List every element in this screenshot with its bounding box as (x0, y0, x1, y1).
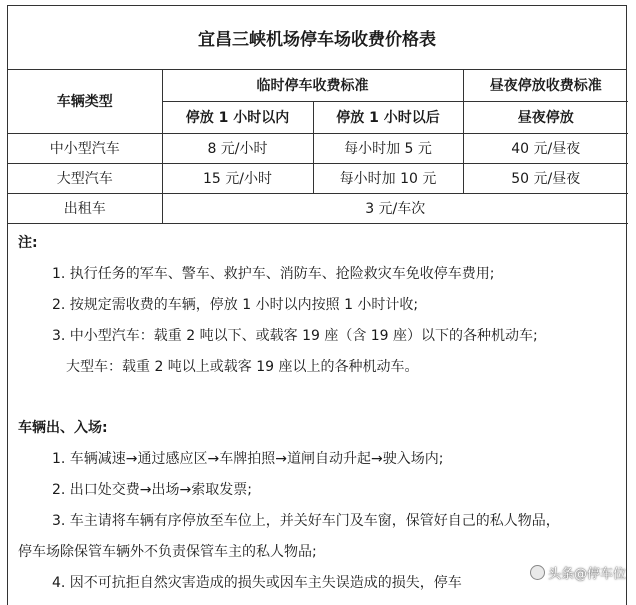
entry-item: 4. 因不可抗拒自然灾害造成的损失或因车主失误造成的损失，停车 (52, 575, 462, 591)
sub-header-day-night: 昼夜停放 (463, 101, 628, 133)
vehicle-type-cell: 大型汽车 (8, 163, 162, 193)
vehicle-type-cell: 出租车 (8, 193, 162, 223)
within-fee-cell: 15 元/小时 (162, 163, 313, 193)
page-title: 宜昌三峡机场停车场收费价格表 (8, 6, 626, 70)
group-header-day-night: 昼夜停放收费标准 (463, 70, 628, 101)
sub-header-within-1h: 停放 1 小时以内 (162, 101, 313, 133)
watermark-text: 头条@停车位 (547, 567, 626, 582)
group-header-temporary: 临时停车收费标准 (162, 70, 463, 101)
after-fee-cell: 每小时加 5 元 (313, 133, 463, 163)
note-item: 3. 中小型汽车：载重 2 吨以下、或载客 19 座（含 19 座）以下的各种机动车; (52, 328, 538, 344)
day-fee-cell: 50 元/昼夜 (463, 163, 628, 193)
notes-section (8, 228, 626, 599)
note-item-continuation: 大型车：载重 2 吨以上或载客 19 座以上的各种机动车。 (66, 359, 419, 375)
fee-table (8, 70, 628, 224)
table-row (8, 133, 628, 163)
taxi-fee-cell: 3 元/车次 (162, 193, 628, 223)
entry-item: 2. 出口处交费→出场→索取发票; (52, 482, 252, 498)
after-fee-cell: 每小时加 10 元 (313, 163, 463, 193)
sub-header-after-1h: 停放 1 小时以后 (313, 101, 463, 133)
entry-heading: 车辆出、入场: (18, 420, 108, 436)
price-sheet (7, 5, 627, 605)
entry-item-continuation: 停车场除保管车辆外不负责保管车主的私人物品; (18, 544, 317, 560)
vehicle-type-cell: 中小型汽车 (8, 133, 162, 163)
table-row (8, 163, 628, 193)
entry-item: 3. 车主请将车辆有序停放至车位上，并关好车门及车窗，保管好自己的私人物品， (52, 513, 560, 529)
table-row (8, 193, 628, 223)
within-fee-cell: 8 元/小时 (162, 133, 313, 163)
note-item: 2. 按规定需收费的车辆，停放 1 小时以内按照 1 小时计收; (52, 297, 419, 313)
watermark (530, 563, 626, 582)
logo-circle-icon (530, 565, 545, 580)
entry-item: 1. 车辆减速→通过感应区→车牌拍照→道闸自动升起→驶入场内; (52, 451, 444, 467)
note-item: 1. 执行任务的军车、警车、救护车、消防车、抢险救灾车免收停车费用; (52, 266, 495, 282)
col-header-vehicle-type: 车辆类型 (8, 70, 162, 133)
day-fee-cell: 40 元/昼夜 (463, 133, 628, 163)
notes-heading: 注: (18, 235, 38, 251)
